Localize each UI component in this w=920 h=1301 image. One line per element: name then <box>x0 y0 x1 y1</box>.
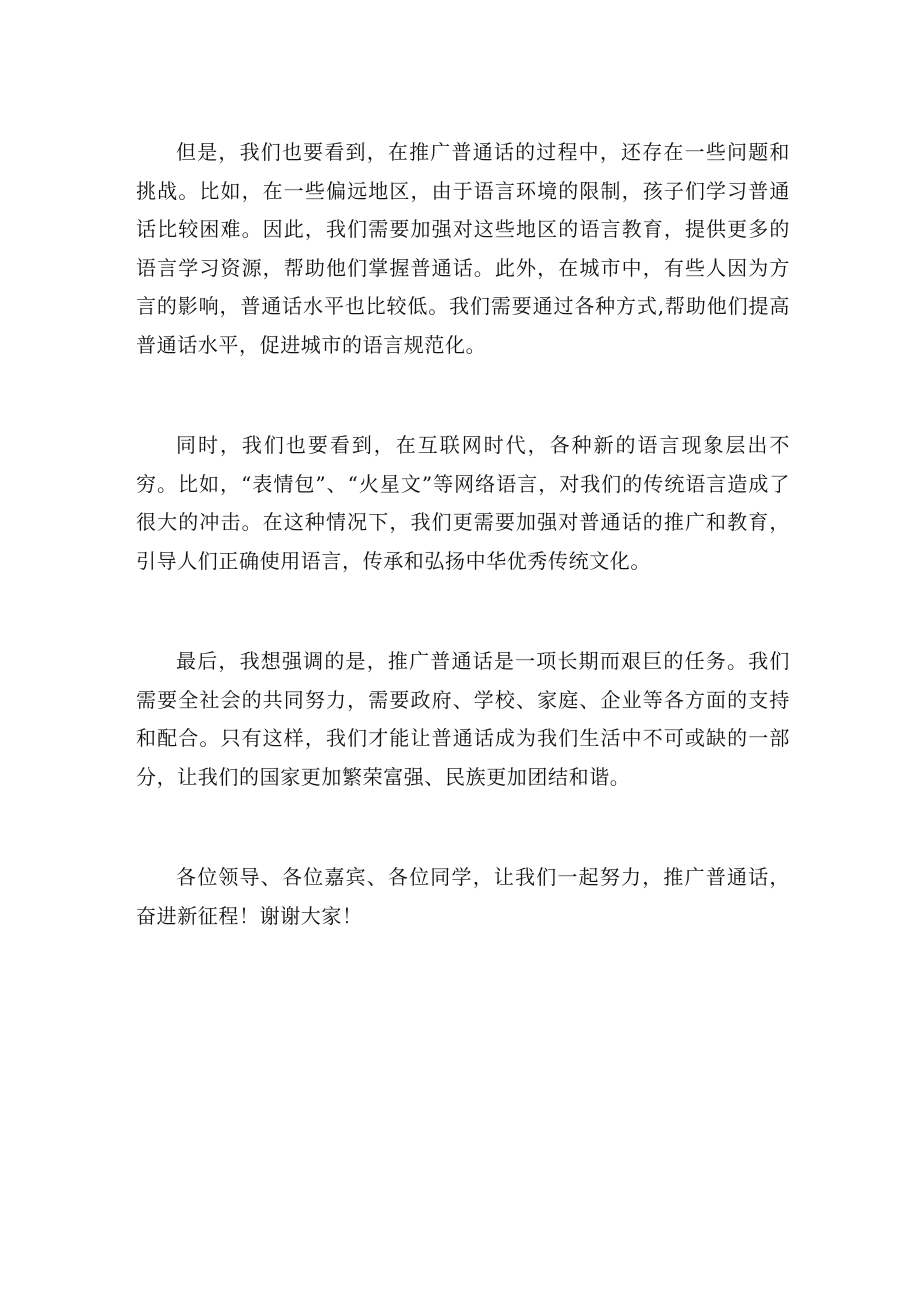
paragraph-internet-era: 同时，我们也要看到，在互联网时代，各种新的语言现象层出不穷。比如，“表情包”、“火星文”等网络语言，对我们的传统语言造成了很大的冲击。在这种情况下，我们更需要加强对普通话的推广和教育，引导人们正确使用语言，传承和弘扬中华优秀传统文化。 <box>136 433 790 573</box>
paragraph-long-term-task: 最后，我想强调的是，推广普通话是一项长期而艰巨的任务。我们需要全社会的共同努力，需要政府、学校、家庭、企业等各方面的支持和配合。只有这样，我们才能让普通话成为我们生活中不可或缺的一部分，让我们的国家更加繁荣富强、民族更加团结和谐。 <box>136 649 790 789</box>
paragraph-challenges: 但是，我们也要看到，在推广普通话的过程中，还存在一些问题和挑战。比如，在一些偏远地区，由于语言环境的限制，孩子们学习普通话比较困难。因此，我们需要加强对这些地区的语言教育，提供更多的语言学习资源，帮助他们掌握普通话。此外，在城市中，有些人因为方言的影响，普通话水平也比较低。我们需要通过各种方式,帮助他们提高普通话水平，促进城市的语言规范化。 <box>136 140 790 357</box>
paragraph-closing: 各位领导、各位嘉宾、各位同学，让我们一起努力，推广普通话，奋进新征程！谢谢大家！ <box>136 865 790 928</box>
document-body <box>136 133 790 935</box>
